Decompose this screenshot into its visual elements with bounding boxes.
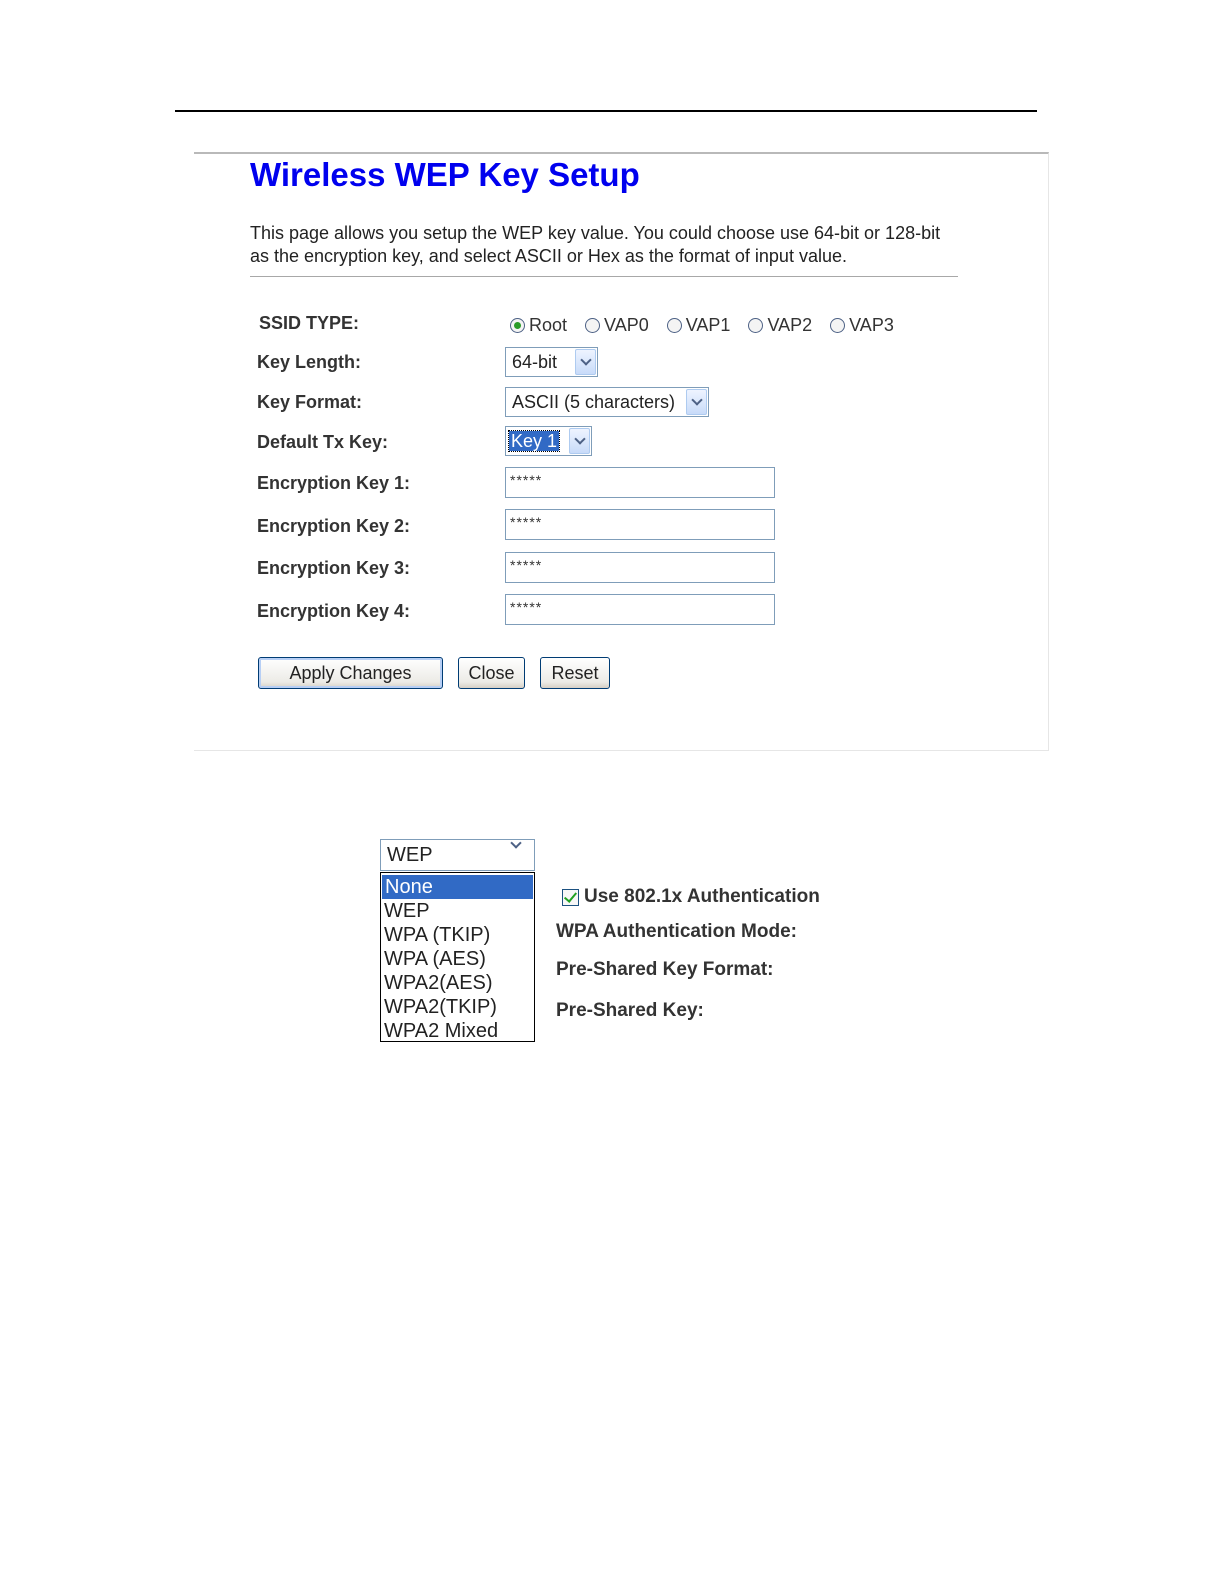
psk-format-label: Pre-Shared Key Format:	[556, 959, 774, 980]
key-length-select[interactable]	[505, 347, 598, 377]
encryption-key-1-label: Encryption Key 1:	[257, 473, 411, 493]
chevron-down-icon[interactable]	[686, 389, 707, 415]
encryption-option-wpa-tkip[interactable]: WPA (TKIP)	[384, 924, 491, 946]
encryption-key-2-input[interactable]: *****	[505, 509, 775, 540]
page-title: Wireless WEP Key Setup	[250, 156, 640, 193]
ssid-radio-vap3[interactable]	[830, 315, 894, 336]
encryption-option-none[interactable]: None	[382, 875, 533, 899]
encryption-option-wpa2-aes[interactable]: WPA2(AES)	[384, 972, 493, 994]
encryption-options-list	[380, 872, 535, 1042]
encryption-option-wep[interactable]: WEP	[384, 900, 430, 922]
ssid-radio-root[interactable]	[510, 315, 567, 336]
ssid-type-label: SSID TYPE:	[259, 313, 360, 333]
radio-unselected-icon	[585, 318, 600, 333]
encryption-select-value: WEP	[387, 843, 433, 866]
radio-selected-icon	[510, 318, 525, 333]
apply-changes-button[interactable]: Apply Changes	[258, 657, 443, 689]
radio-unselected-icon	[830, 318, 845, 333]
key-length-value: 64-bit	[512, 351, 558, 372]
ssid-type-radio-group	[510, 314, 912, 336]
radio-unselected-icon	[748, 318, 763, 333]
use-8021x-label: Use 802.1x Authentication	[584, 886, 820, 907]
chevron-down-icon[interactable]	[569, 428, 590, 454]
ssid-radio-vap2[interactable]	[748, 315, 812, 336]
page-description: This page allows you setup the WEP key value. You could choose use 64-bit or 128-bit as the encryption key, and select ASCII or Hex as the format of input value.	[250, 223, 941, 266]
encryption-option-wpa2-tkip[interactable]: WPA2(TKIP)	[384, 996, 497, 1018]
key-format-label: Key Format:	[257, 392, 363, 412]
radio-unselected-icon	[667, 318, 682, 333]
description-divider	[250, 276, 958, 277]
ssid-radio-vap0[interactable]	[585, 315, 649, 336]
encryption-key-3-label: Encryption Key 3:	[257, 558, 411, 578]
encryption-key-4-input[interactable]: *****	[505, 594, 775, 625]
encryption-key-2-label: Encryption Key 2:	[257, 516, 411, 536]
wpa-auth-mode-label: WPA Authentication Mode:	[556, 921, 797, 942]
encryption-option-wpa2-mixed[interactable]: WPA2 Mixed	[384, 1020, 499, 1042]
use-8021x-row	[562, 886, 820, 908]
chevron-down-icon[interactable]	[512, 841, 534, 869]
psk-label: Pre-Shared Key:	[556, 1000, 704, 1021]
key-length-label: Key Length:	[257, 352, 362, 372]
default-tx-key-label: Default Tx Key:	[257, 432, 389, 452]
encryption-option-wpa-aes[interactable]: WPA (AES)	[384, 948, 486, 970]
ssid-radio-label: VAP3	[849, 314, 894, 335]
ssid-radio-label: VAP0	[604, 314, 649, 335]
default-tx-key-select[interactable]	[505, 426, 592, 456]
key-format-value: ASCII (5 characters)	[512, 391, 676, 412]
close-button[interactable]: Close	[458, 657, 525, 689]
default-tx-key-value: Key 1	[511, 430, 558, 451]
encryption-key-3-input[interactable]: *****	[505, 552, 775, 583]
page-top-rule	[175, 110, 1037, 112]
ssid-radio-label: VAP2	[767, 314, 813, 335]
encryption-key-4-label: Encryption Key 4:	[257, 601, 411, 621]
chevron-down-icon[interactable]	[575, 349, 596, 375]
encryption-key-1-input[interactable]: *****	[505, 467, 775, 498]
ssid-radio-label: Root	[529, 314, 568, 335]
encryption-select[interactable]	[380, 839, 535, 871]
use-8021x-checkbox[interactable]	[562, 889, 579, 906]
key-format-select[interactable]	[505, 387, 709, 417]
ssid-radio-vap1[interactable]	[667, 315, 731, 336]
ssid-radio-label: VAP1	[685, 314, 731, 335]
reset-button[interactable]: Reset	[540, 657, 610, 689]
